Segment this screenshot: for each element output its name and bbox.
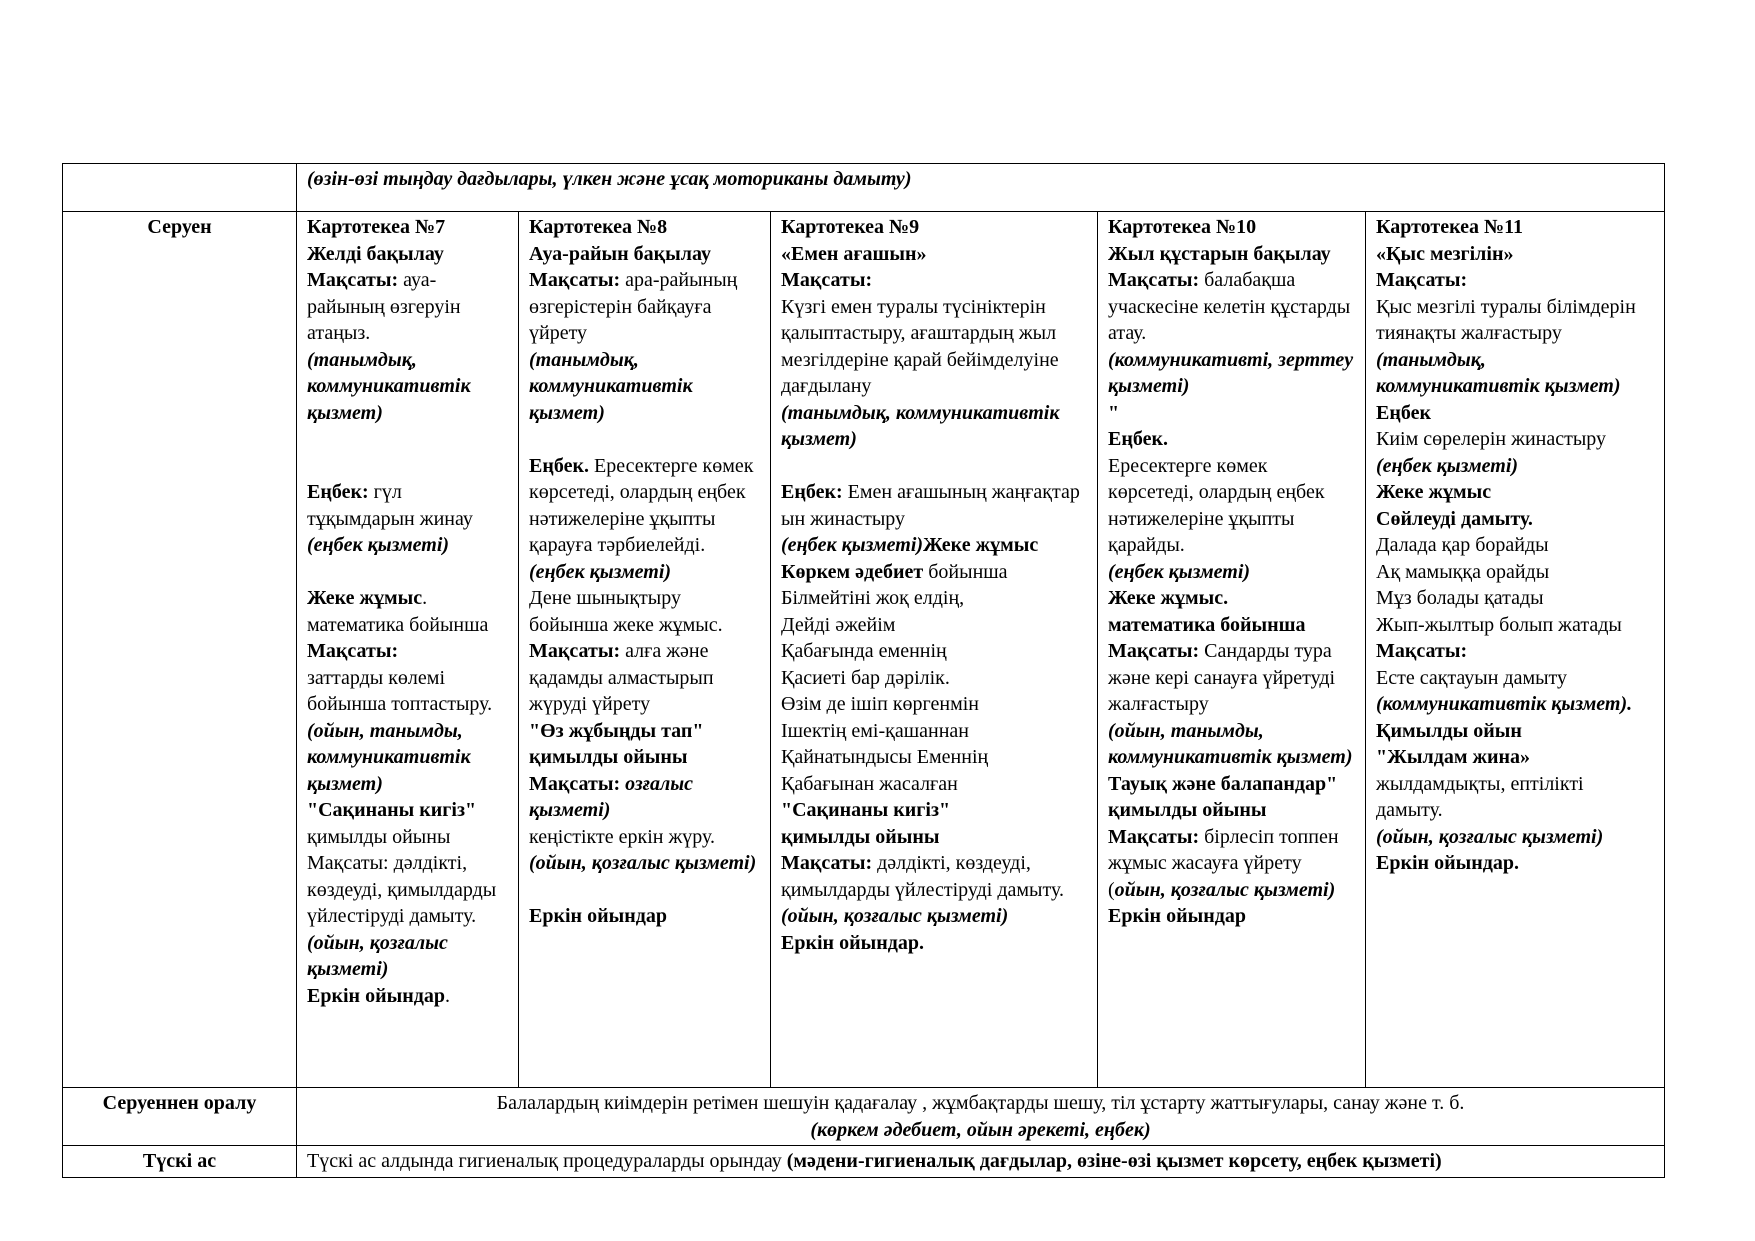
- card-text: Мақсаты:: [307, 269, 399, 291]
- card-line: [307, 479, 508, 559]
- card-line: [1108, 400, 1355, 427]
- card-line: [529, 877, 760, 904]
- card-line: [781, 559, 1087, 586]
- card-text: озғалыс қызметі): [529, 772, 694, 821]
- card-line: [529, 718, 760, 771]
- row-walk: [63, 212, 1665, 1088]
- card-line: [307, 930, 508, 983]
- card-text: Мақсаты:: [1376, 269, 1468, 291]
- card-line: [1108, 612, 1355, 639]
- card-text: дәлдікті, көздеуді, қимылдарды үйлестіруді дамыту.: [781, 852, 1064, 901]
- card-line: [1376, 612, 1654, 639]
- card-line: [529, 638, 760, 718]
- card-line: [1108, 903, 1355, 930]
- card-text: Қабағында еменнің: [781, 640, 947, 662]
- card-text: (ойын, қозғалыс қызметі): [1376, 825, 1604, 848]
- card-text: Ішектің емі-қашаннан: [781, 719, 969, 742]
- card-text: Білмейтіні жоқ елдің,: [781, 587, 965, 609]
- row-lunch: [63, 1146, 1665, 1178]
- card-line: [529, 559, 760, 586]
- card-text: Картотекеа №10: [1108, 216, 1257, 238]
- card-text: Ақ мамыққа орайды: [1376, 560, 1550, 583]
- card-text: Жеке жұмыс: [307, 587, 423, 609]
- daily-plan-table: [62, 163, 1665, 1178]
- return-activity-types: (көркем әдебиет, ойын әрекеті, еңбек): [810, 1118, 1151, 1141]
- card-text: (танымдық, коммуникативтік қызмет): [307, 348, 471, 424]
- card-text: (еңбек қызметі): [781, 534, 924, 556]
- card-line: [529, 426, 760, 453]
- card-line: [307, 850, 508, 930]
- card-text: (танымдық, коммуникативтік қызмет): [529, 348, 693, 424]
- card-text: «Емен ағашын»: [781, 242, 927, 265]
- card-line: [1376, 506, 1654, 533]
- card-text: Мақсаты:: [1108, 269, 1200, 291]
- card-text: Жеке жұмыс.: [1108, 587, 1229, 609]
- card-text: Ересектерге көмек көрсетеді, олардың еңбек нәтижелеріне ұқыпты қарауға тәрбиелейді.: [529, 454, 754, 556]
- card-text: Картотекеа №9: [781, 216, 920, 238]
- card-line: [781, 506, 1087, 533]
- card-line: [1376, 214, 1654, 241]
- card-line: [1108, 638, 1355, 718]
- card-text: (ойын, қозғалыс қызметі): [529, 852, 757, 874]
- card-text: Қыс мезгілі туралы білімдерін тиянақты жалғастыру: [1376, 295, 1636, 344]
- card-text: Жеке жұмыс: [1376, 481, 1492, 503]
- card-text: ойын, қозғалыс қызметі): [1114, 878, 1336, 901]
- card-text: қимылды ойыны: [307, 825, 451, 848]
- card-text: ара-райының өзгерістерін байқауға үйрету: [529, 269, 738, 344]
- row-walk-label: Серуен: [63, 212, 297, 1088]
- card-text: Мақсаты:: [781, 852, 873, 874]
- card-line: [1376, 638, 1654, 665]
- card-line: [781, 612, 1087, 639]
- card-text: Картотекеа №11: [1376, 216, 1523, 238]
- walk-card-7: [297, 212, 519, 1088]
- card-line: [307, 797, 508, 850]
- card-text: Емен ағашының жаңғақтар: [842, 481, 1080, 503]
- card-text: математика бойынша: [1108, 613, 1306, 636]
- card-text: "Сақинаны кигіз": [307, 799, 477, 821]
- card-line: [781, 638, 1087, 665]
- card-text: Мақсаты:: [307, 640, 399, 662]
- card-text: Мақсаты:: [529, 269, 621, 291]
- card-line: [781, 903, 1087, 930]
- card-text: (ойын, қозғалыс қызметі): [307, 931, 448, 980]
- card-line: [529, 453, 760, 559]
- card-line: [1108, 214, 1355, 241]
- card-line: [1108, 585, 1355, 612]
- card-text: Еңбек:: [307, 481, 369, 503]
- card-line: [307, 638, 508, 665]
- card-text: Сөйлеуді дамыту.: [1376, 507, 1533, 530]
- card-line: [1108, 241, 1355, 268]
- card-text: Ересектерге көмек көрсетеді, олардың еңбек нәтижелеріне ұқыпты қарайды.: [1108, 454, 1325, 556]
- card-line: [529, 267, 760, 347]
- card-line: [1376, 400, 1654, 427]
- card-line: [307, 585, 508, 638]
- card-text: Мұз болады қатады: [1376, 587, 1544, 609]
- card-text: . математика бойынша: [307, 587, 489, 636]
- card-text: Еркін ойындар: [307, 984, 445, 1007]
- card-line: [529, 241, 760, 268]
- card-text: (танымдық, коммуникативтік қызмет): [781, 401, 1060, 450]
- card-line: [1108, 771, 1355, 824]
- card-text: Далада қар борайды: [1376, 534, 1549, 556]
- card-text: (еңбек қызметі): [1376, 454, 1519, 477]
- card-text: балабақша учаскесіне келетін құстарды атау.: [1108, 269, 1351, 344]
- card-text: Мақсаты:: [529, 772, 621, 795]
- row-top-text: [297, 164, 1665, 212]
- card-text: Еңбек:: [781, 481, 843, 503]
- card-text: (еңбек қызметі): [307, 534, 450, 556]
- card-line: [529, 824, 760, 851]
- card-line: [781, 930, 1087, 957]
- card-text: Жеке жұмыс: [923, 534, 1039, 556]
- card-text: Еркін ойындар.: [1376, 852, 1519, 874]
- card-text: Мақсаты:: [781, 269, 873, 291]
- card-line: [307, 718, 508, 798]
- card-text: Еркін ойындар.: [781, 931, 924, 954]
- card-text: «Қыс мезгілін»: [1376, 242, 1514, 265]
- card-line: [1108, 559, 1355, 586]
- lunch-activity-types: (мәдени-гигиеналық дағдылар, өзіне-өзі қызмет көрсету, еңбек қызметі): [786, 1150, 1442, 1172]
- card-line: [781, 479, 1087, 506]
- card-text: Көркем әдебиет: [781, 560, 924, 583]
- card-line: [307, 983, 508, 1010]
- card-line: [781, 400, 1087, 453]
- card-line: [1376, 718, 1654, 745]
- card-text: Күзгі емен туралы түсініктерін қалыптастыру, ағаштардың жыл мезгілдеріне қарай бейімделуіне дағдылану: [781, 295, 1059, 397]
- card-text: Тауық және балапандар" қимылды ойыны: [1108, 772, 1338, 821]
- card-line: [307, 214, 508, 241]
- card-text: Сандарды тура және кері санауға үйретуді жалғастыру: [1108, 640, 1336, 715]
- card-line: [1376, 532, 1654, 559]
- card-line: [1376, 294, 1654, 347]
- card-line: [781, 850, 1087, 903]
- card-text: (ойын, танымды, коммуникативтік қызмет): [307, 719, 471, 795]
- card-text: Картотекеа №7: [307, 216, 446, 238]
- card-line: [307, 665, 508, 718]
- card-text: ауа-райының өзгеруін атаңыз.: [307, 269, 461, 344]
- card-line: [781, 532, 1087, 559]
- card-text: (танымдық, коммуникативтік қызмет): [1376, 348, 1621, 397]
- card-line: [781, 294, 1087, 400]
- card-text: (еңбек қызметі): [1108, 560, 1251, 583]
- card-text: Жып-жылтыр болып жатады: [1376, 613, 1622, 636]
- card-text: Қайнатындысы Еменнің: [781, 746, 989, 768]
- card-line: [1376, 744, 1654, 771]
- card-text: Қасиеті бар дәрілік.: [781, 666, 950, 689]
- card-line: [1108, 453, 1355, 559]
- card-text: .: [444, 984, 450, 1007]
- return-activities: Балалардың киімдерін ретімен шешуін қадағалау , жұмбақтарды шешу, тіл ұстарту жаттығулары, санау және т. б.: [496, 1092, 1465, 1114]
- card-text: Еңбек: [1376, 401, 1431, 424]
- card-text: гүл тұқымдарын жинау: [307, 481, 473, 530]
- card-text: "Сақинаны кигіз": [781, 799, 951, 821]
- card-line: [1376, 771, 1654, 824]
- card-text: Есте сақтауын дамыту: [1376, 666, 1568, 689]
- card-line: [1376, 665, 1654, 692]
- card-line: [1108, 267, 1355, 347]
- card-text: Ауа-райын бақылау: [529, 242, 711, 265]
- card-text: ": [1108, 401, 1120, 424]
- walk-card-10: [1098, 212, 1366, 1088]
- card-line: [1376, 347, 1654, 400]
- card-text: (еңбек қызметі): [529, 560, 672, 583]
- card-text: заттарды көлемі бойынша топтастыру.: [307, 666, 493, 715]
- card-line: [307, 347, 508, 427]
- card-text: бойынша: [923, 560, 1008, 583]
- card-line: [1376, 691, 1654, 718]
- card-line: [1108, 824, 1355, 877]
- card-text: Картотекеа №8: [529, 216, 668, 238]
- card-line: [1376, 585, 1654, 612]
- card-line: [307, 426, 508, 453]
- card-line: [781, 824, 1087, 851]
- card-text: Қимылды ойын: [1376, 719, 1522, 742]
- card-text: "Жылдам жина»: [1376, 746, 1531, 768]
- card-line: [307, 267, 508, 347]
- card-text: жылдамдықты, ептілікті дамыту.: [1376, 772, 1584, 821]
- card-line: [781, 797, 1087, 824]
- lunch-activity: Түскі ас алдында гигиеналық процедураларды орындау: [307, 1150, 787, 1172]
- card-text: Желді бақылау: [307, 242, 444, 265]
- card-text: алға және қадамды алмастырып жүруді үйрету: [529, 640, 714, 715]
- card-text: (: [1108, 878, 1115, 901]
- card-text: Өзім де ішіп көргенмін: [781, 693, 979, 715]
- card-text: Мақсаты:: [1108, 640, 1200, 662]
- card-line: [529, 585, 760, 638]
- card-line: [1108, 877, 1355, 904]
- card-text: ын жинастыру: [781, 507, 906, 530]
- card-text: (коммуникативті, зерттеу қызметі): [1108, 348, 1354, 397]
- card-text: Киім сөрелерін жинастыру: [1376, 428, 1607, 450]
- card-line: [529, 347, 760, 427]
- card-line: [529, 771, 760, 824]
- card-line: [781, 267, 1087, 294]
- walk-card-11: [1366, 212, 1665, 1088]
- card-text: Еңбек.: [529, 454, 589, 477]
- card-text: Мақсаты:: [1108, 825, 1200, 848]
- row-top-note: (өзін-өзі тыңдау дағдылары, үлкен және ұсақ моториканы дамыту): [307, 168, 912, 190]
- card-line: [781, 744, 1087, 771]
- card-text: кеңістікте еркін жүру.: [529, 825, 716, 848]
- card-line: [1376, 824, 1654, 851]
- card-line: [529, 903, 760, 930]
- card-line: [307, 241, 508, 268]
- card-line: [781, 585, 1087, 612]
- card-line: [307, 559, 508, 586]
- card-line: [781, 665, 1087, 692]
- row-return-text: [297, 1088, 1665, 1146]
- card-text: Еңбек.: [1108, 428, 1168, 450]
- card-line: [1376, 479, 1654, 506]
- card-text: қимылды ойыны: [781, 825, 940, 848]
- card-line: [1108, 347, 1355, 400]
- card-line: [1108, 718, 1355, 771]
- card-text: Мақсаты: дәлдікті, көздеуді, қимылдарды үйлестіруді дамыту.: [307, 852, 497, 927]
- card-text: (ойын, танымды, коммуникативтік қызмет): [1108, 719, 1353, 768]
- card-line: [781, 718, 1087, 745]
- card-line: [529, 850, 760, 877]
- card-line: [781, 214, 1087, 241]
- walk-card-9: [771, 212, 1098, 1088]
- card-text: Жыл құстарын бақылау: [1108, 242, 1331, 265]
- card-text: бірлесіп топпен жұмыс жасауға үйрету: [1108, 825, 1339, 874]
- card-text: Еркін ойындар: [529, 905, 667, 927]
- card-text: Еркін ойындар: [1108, 905, 1246, 927]
- row-return: [63, 1088, 1665, 1146]
- card-text: (ойын, қозғалыс қызметі): [781, 905, 1009, 927]
- card-line: [781, 691, 1087, 718]
- card-line: [307, 453, 508, 480]
- walk-card-8: [519, 212, 771, 1088]
- row-lunch-label: Түскі ас: [63, 1146, 297, 1178]
- card-line: [781, 771, 1087, 798]
- row-top-label: [63, 164, 297, 212]
- card-text: (коммуникативтік қызмет).: [1376, 693, 1633, 715]
- card-line: [1376, 267, 1654, 294]
- row-lunch-text: [297, 1146, 1665, 1178]
- row-return-label: Серуеннен оралу: [63, 1088, 297, 1146]
- card-text: Мақсаты:: [1376, 640, 1468, 662]
- card-text: Дене шынықтыру бойынша жеке жұмыс.: [529, 587, 723, 636]
- card-line: [1376, 850, 1654, 877]
- card-line: [781, 241, 1087, 268]
- card-line: [1376, 453, 1654, 480]
- card-line: [1376, 241, 1654, 268]
- card-text: Қабағынан жасалған: [781, 772, 958, 795]
- card-line: [1376, 426, 1654, 453]
- card-text: Мақсаты:: [529, 640, 621, 662]
- row-top: [63, 164, 1665, 212]
- card-line: [1376, 559, 1654, 586]
- card-line: [781, 453, 1087, 480]
- card-text: Дейді әжейім: [781, 613, 896, 636]
- card-line: [1108, 426, 1355, 453]
- card-line: [529, 214, 760, 241]
- card-text: "Өз жұбыңды тап" қимылды ойыны: [529, 719, 704, 768]
